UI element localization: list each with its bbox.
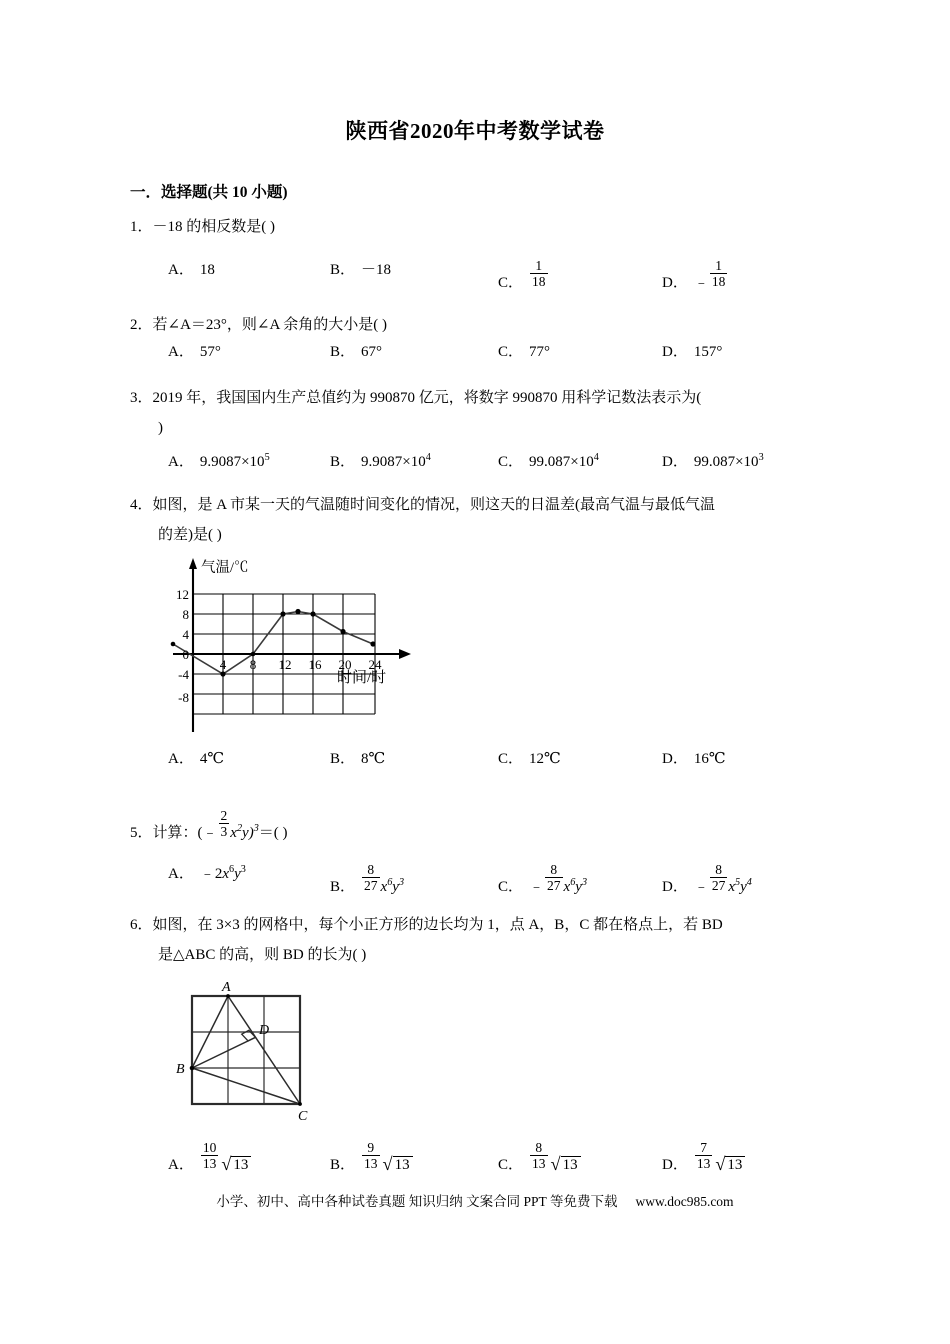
question-1-number: 1． (130, 219, 153, 235)
triangle-segments (192, 996, 300, 1104)
option-5-D[interactable] (662, 862, 752, 896)
question-1-stem (130, 212, 830, 242)
option-5-D-value: $x^5y^4$ (728, 876, 752, 895)
question-5-stem (130, 808, 830, 848)
option-6-C[interactable]: C． $\frac{8}{13}$ √ 13 (498, 1140, 581, 1175)
question-5-expression: $x^2y)^3$ (230, 822, 259, 841)
option-2-D[interactable]: D． 157° (662, 344, 723, 360)
chart-x-axis-title: 时间/时 (337, 670, 387, 686)
question-6-stem (130, 910, 830, 940)
chart-y-tick-labels (176, 587, 190, 705)
minus-sign: ﹣ (693, 274, 709, 291)
vertex-dots (190, 994, 302, 1106)
fraction-one-eighteenth: $\frac{1}{18}$ (532, 258, 546, 290)
option-5-B[interactable] (330, 862, 404, 896)
question-4-number: 4． (130, 497, 153, 513)
option-1-B[interactable]: B． －18 (330, 262, 392, 278)
option-2-C[interactable]: C． 77° (498, 344, 551, 360)
label-B: B (176, 1062, 185, 1077)
fraction-6-A: $\frac{10}{13}$ (202, 1140, 217, 1172)
fraction-neg-one-eighteenth: $\frac{1}{18}$ (711, 258, 726, 290)
option-5-A[interactable] (168, 862, 246, 883)
question-3-text: 2019 年，我国国内生产总值约为 990870 亿元，将数字 990870 用科学记数法表示为( (152, 390, 702, 406)
label-D: D (259, 1023, 270, 1038)
x-tick-4: 4 (219, 657, 227, 672)
option-5-C-value: $x^6y^3$ (563, 876, 588, 895)
option-1-C[interactable] (498, 258, 549, 292)
vertex-labels (176, 980, 308, 1123)
option-2-B[interactable]: B． 67° (330, 344, 383, 360)
y-tick-12: 12 (176, 587, 189, 602)
question-6-number: 6． (130, 917, 153, 933)
sqrt-6-B: √ 13 (381, 1154, 413, 1175)
x-tick-8: 8 (249, 657, 257, 672)
option-1-D[interactable] (662, 258, 728, 292)
grid-outer-border (192, 996, 300, 1104)
option-6-A[interactable]: A． $\frac{10}{13}$ √ 13 (168, 1140, 251, 1175)
option-6-B[interactable]: B． $\frac{9}{13}$ √ 13 (330, 1140, 413, 1175)
option-5-A-value: $﹣2x^6y^3$ (199, 864, 246, 882)
question-3-stem-line2: ) (158, 420, 163, 436)
question-4-options (0, 747, 950, 777)
footer-url[interactable]: www.doc985.com (635, 1194, 734, 1209)
temperature-chart-svg (165, 552, 455, 737)
question-2-number: 2． (130, 317, 153, 333)
question-4-text: 如图，是 A 市某一天的气温随时间变化的情况，则这天的日温差(最高气温与最低气温 (152, 497, 716, 513)
temperature-chart-figure (165, 552, 455, 737)
question-4-stem-line2: 的差)是( ) (158, 527, 222, 543)
geometry-grid-figure (170, 978, 370, 1123)
option-5-D-label: D． (662, 878, 688, 895)
option-5-B-value: $x^6y^3$ (380, 876, 405, 895)
x-axis-arrow (399, 649, 411, 659)
option-2-A[interactable]: A． 57° (168, 344, 221, 360)
question-6-options (0, 1140, 950, 1175)
x-tick-16: 16 (308, 657, 322, 672)
question-5-tail: ＝( ) (258, 824, 288, 841)
minus-sign-c: ﹣ (529, 878, 545, 895)
y-tick-neg4: -4 (178, 667, 189, 682)
minus-sign-d: ﹣ (693, 878, 709, 895)
option-6-D[interactable]: D． $\frac{7}{13}$ √ 13 (662, 1140, 745, 1175)
label-C: C (298, 1109, 308, 1123)
chart-y-axis-title: 气温/℃ (201, 560, 249, 576)
question-5-options (0, 862, 950, 895)
option-3-C[interactable]: C． $99.087\times 10^4$ (498, 452, 599, 470)
question-3-stem (130, 383, 830, 413)
option-4-B[interactable]: B． 8℃ (330, 751, 386, 767)
option-5-B-label: B． (330, 878, 356, 895)
y-tick-0: 0 (182, 647, 189, 662)
sqrt-6-C: √ 13 (549, 1154, 581, 1175)
option-5-C[interactable] (498, 862, 587, 896)
x-tick-12: 12 (278, 657, 292, 672)
question-1-text: －18 的相反数是( ) (152, 219, 276, 235)
section-heading: 一．选择题(共 10 小题) (130, 184, 288, 201)
grid-inner-lines (192, 996, 300, 1104)
option-4-C[interactable]: C． 12℃ (498, 751, 561, 767)
sqrt-6-D: √ 13 (713, 1154, 745, 1175)
question-5-prefix: 计算：(﹣ (152, 824, 218, 841)
sqrt-6-A: √ 13 (219, 1154, 251, 1175)
question-6-stem-line2: 是△ABC 的高，则 BD 的长为( ) (158, 947, 367, 963)
y-tick-neg8: -8 (178, 690, 189, 705)
fraction-eight-27: $\frac{8}{27}$ (364, 862, 378, 894)
option-3-D[interactable]: D． $99.087\times 10^3$ (662, 452, 764, 470)
fraction-6-D: $\frac{7}{13}$ (696, 1140, 711, 1172)
option-5-C-label: C． (498, 878, 524, 895)
question-1-options (0, 258, 950, 291)
fraction-neg-eight-27-d: $\frac{8}{27}$ (711, 862, 726, 894)
option-1-C-label: C． (498, 274, 524, 291)
option-5-A-label: A． (168, 866, 194, 882)
question-2-stem (130, 310, 830, 340)
question-3-options (0, 450, 950, 480)
x-tick-24: 24 (368, 657, 382, 672)
fraction-two-thirds: $\frac{2}{3}$ (220, 808, 228, 840)
y-tick-8: 8 (182, 607, 189, 622)
x-tick-20: 20 (338, 657, 352, 672)
question-2-options (0, 340, 950, 370)
option-3-B[interactable]: B． $9.9087\times 10^4$ (330, 452, 431, 470)
geometry-grid-svg (170, 978, 370, 1123)
label-A: A (222, 980, 231, 995)
option-4-D[interactable]: D． 16℃ (662, 751, 726, 767)
fraction-6-C: $\frac{8}{13}$ (532, 1140, 546, 1172)
page-footer (0, 1190, 950, 1210)
page-title: 陕西省2020年中考数学试卷 (345, 119, 605, 143)
question-3-number: 3． (130, 390, 153, 406)
question-5-number: 5． (130, 824, 153, 841)
question-4-stem (130, 490, 830, 520)
fraction-neg-eight-27: $\frac{8}{27}$ (547, 862, 561, 894)
y-tick-4: 4 (182, 627, 189, 642)
fraction-6-B: $\frac{9}{13}$ (364, 1140, 378, 1172)
footer-text: 小学、初中、高中各种试卷真题 知识归纳 文案合同 PPT 等免费下载 (216, 1194, 618, 1209)
option-4-A[interactable]: A． 4℃ (168, 751, 225, 767)
question-6-text: 如图，在 3×3 的网格中，每个小正方形的边长均为 1，点 A，B，C 都在格点上，若 BD (152, 917, 723, 933)
option-1-A[interactable]: A． 18 (168, 262, 215, 278)
option-3-A[interactable]: A． $9.9087\times 10^5$ (168, 452, 270, 470)
option-1-D-label: D． (662, 274, 688, 291)
y-axis-arrow (189, 558, 197, 569)
question-2-text: 若∠A＝23°，则∠A 余角的大小是( ) (152, 317, 387, 333)
